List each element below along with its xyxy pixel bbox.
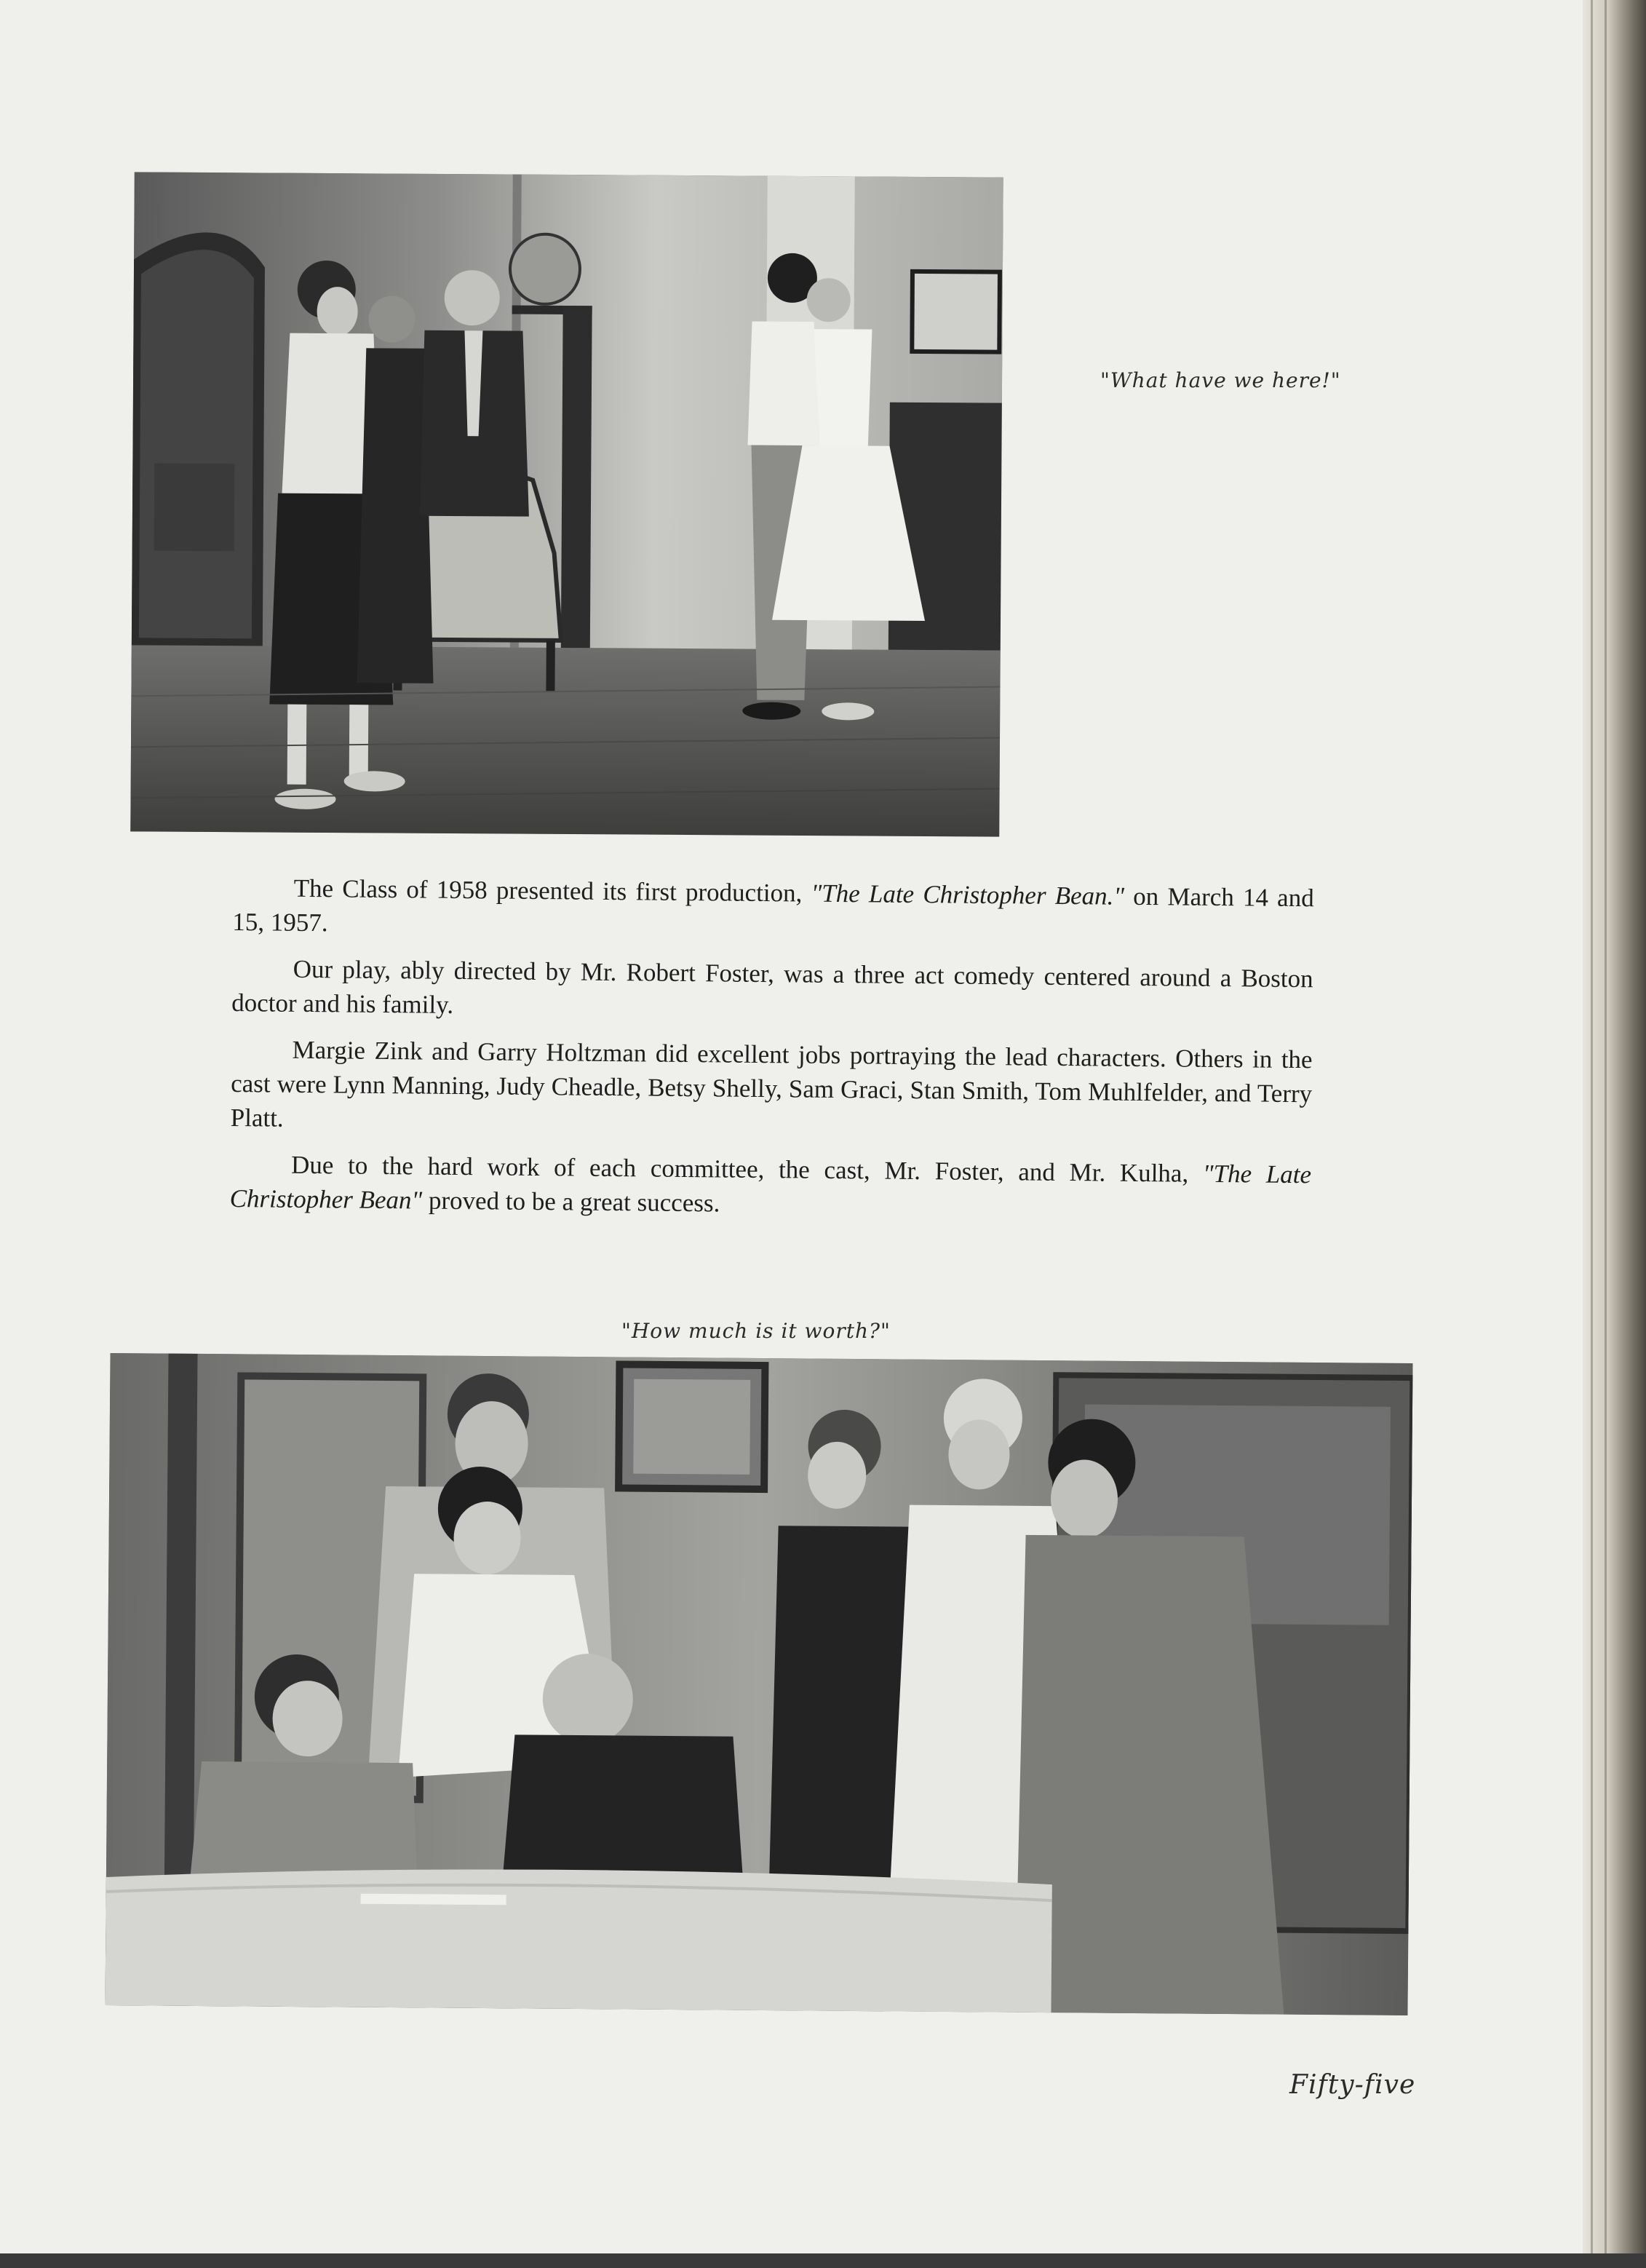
spine-crease bbox=[1605, 0, 1607, 2268]
photo-caption-top: "What have we here!" bbox=[1100, 368, 1341, 392]
article-paragraph-1 bbox=[232, 871, 1314, 949]
text-span: The Class of 1958 presented its first production, bbox=[293, 873, 811, 908]
text-span: Due to the hard work of each committee, the cast, Mr. Foster, and Mr. Kulha, bbox=[290, 1150, 1204, 1188]
spine-crease bbox=[1591, 0, 1593, 2268]
article-paragraph-3: Margie Zink and Garry Holtzman did excellent jobs portraying the lead characters. Others in the cast were Lynn Manning, Judy Cheadle, Betsy Shelly, Sam Graci, Stan Smith, Tom Muhlfelder, and Terry Platt. bbox=[230, 1035, 1313, 1133]
play-photo-how-much-is-it-worth bbox=[106, 1353, 1413, 2015]
text-span: on March 14 and 15, 1957. bbox=[232, 881, 1314, 937]
article-paragraph-4 bbox=[229, 1147, 1311, 1226]
stage-scene-illustration bbox=[130, 172, 1003, 836]
play-title: "The Late Christopher Bean" bbox=[229, 1159, 1312, 1215]
article-paragraph-2: Our play, ably directed by Mr. Robert Foster, was a three act comedy centered around a Boston doctor and his family. bbox=[231, 954, 1313, 1019]
article-text bbox=[229, 871, 1314, 1238]
play-photo-what-have-we-here bbox=[130, 172, 1003, 836]
play-title: "The Late Christopher Bean." bbox=[811, 879, 1125, 911]
scan-edge bbox=[0, 2253, 1646, 2268]
cast-group-illustration bbox=[106, 1353, 1413, 2015]
text-span: proved to be a great success. bbox=[422, 1186, 720, 1218]
photo-caption-bottom: "How much is it worth?" bbox=[621, 1319, 891, 1343]
page-number: Fifty-five bbox=[1289, 2070, 1416, 2100]
